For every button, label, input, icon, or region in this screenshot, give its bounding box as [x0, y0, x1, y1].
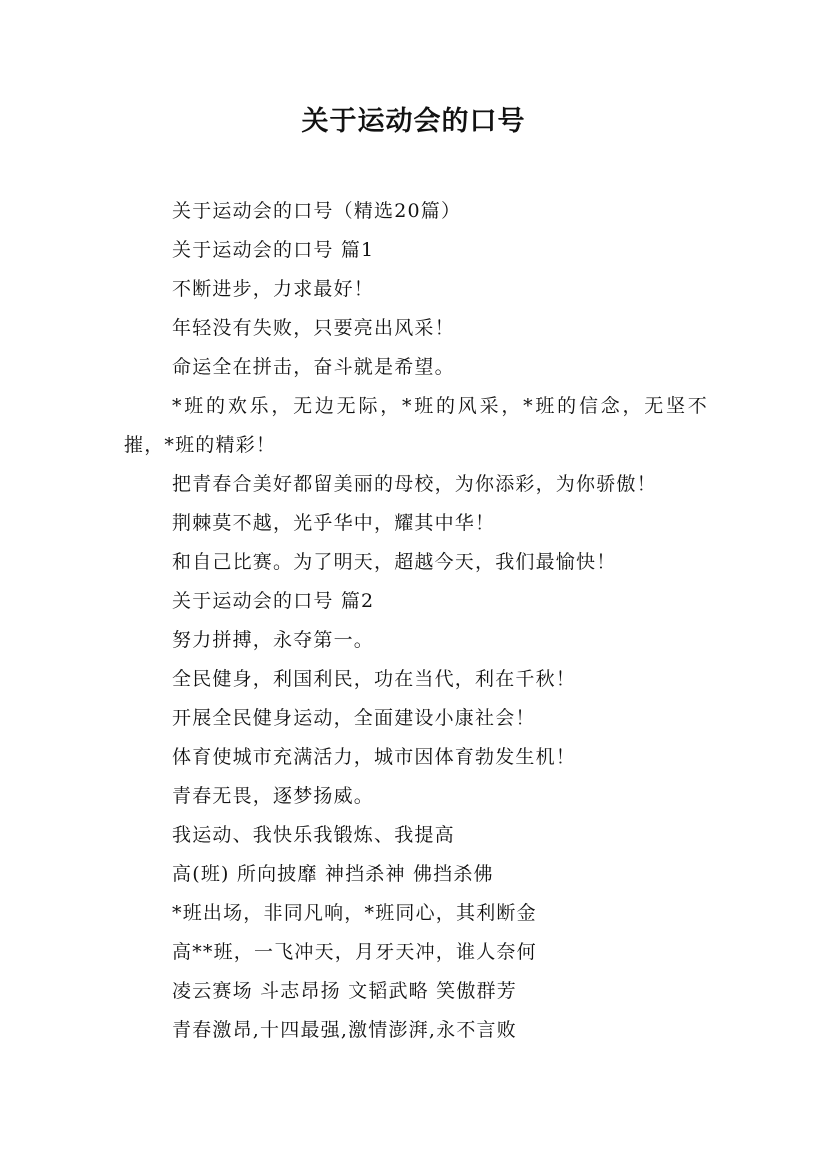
document-title: 关于运动会的口号: [301, 106, 526, 137]
paragraph-8: 荆棘莫不越，光乎华中，耀其中华！: [172, 512, 496, 534]
paragraph-20: 凌云赛场 斗志昂扬 文韬武略 笑傲群芳: [172, 980, 517, 1002]
paragraph-7: 把青春合美好都留美丽的母校，为你添彩，为你骄傲！: [172, 473, 657, 495]
paragraph-1: 关于运动会的口号（精选20篇）: [172, 200, 462, 222]
paragraph-16: 我运动、我快乐我锻炼、我提高: [172, 824, 455, 846]
paragraph-6: *班的欢乐，无边无际，*班的风采，*班的信念，无坚不摧，*班的精彩！: [124, 395, 708, 456]
paragraph-5: 命运全在拼击，奋斗就是希望。: [172, 356, 455, 378]
paragraph-13: 开展全民健身运动，全面建设小康社会！: [172, 707, 536, 729]
paragraph-14: 体育使城市充满活力，城市因体育勃发生机！: [172, 746, 577, 768]
paragraph-4: 年轻没有失败，只要亮出风采！: [172, 317, 455, 339]
paragraph-10: 关于运动会的口号 篇2: [172, 590, 375, 612]
document-body: [124, 192, 708, 1050]
paragraph-2: 关于运动会的口号 篇1: [172, 239, 375, 261]
paragraph-17: 高(班) 所向披靡 神挡杀神 佛挡杀佛: [172, 863, 494, 885]
paragraph-11: 努力拼搏，永夺第一。: [172, 629, 375, 651]
paragraph-18: *班出场，非同凡响，*班同心，其利断金: [172, 902, 537, 924]
paragraph-3: 不断进步，力求最好！: [172, 278, 375, 300]
paragraph-15: 青春无畏，逐梦扬威。: [172, 785, 375, 807]
paragraph-21: 青春激昂,十四最强,激情澎湃,永不言败: [172, 1019, 517, 1041]
paragraph-9: 和自己比赛。为了明天，超越今天，我们最愉快！: [172, 551, 617, 573]
paragraph-19: 高**班，一飞冲天，月牙天冲，谁人奈何: [172, 941, 537, 963]
paragraph-12: 全民健身，利国利民，功在当代，利在千秋！: [172, 668, 577, 690]
